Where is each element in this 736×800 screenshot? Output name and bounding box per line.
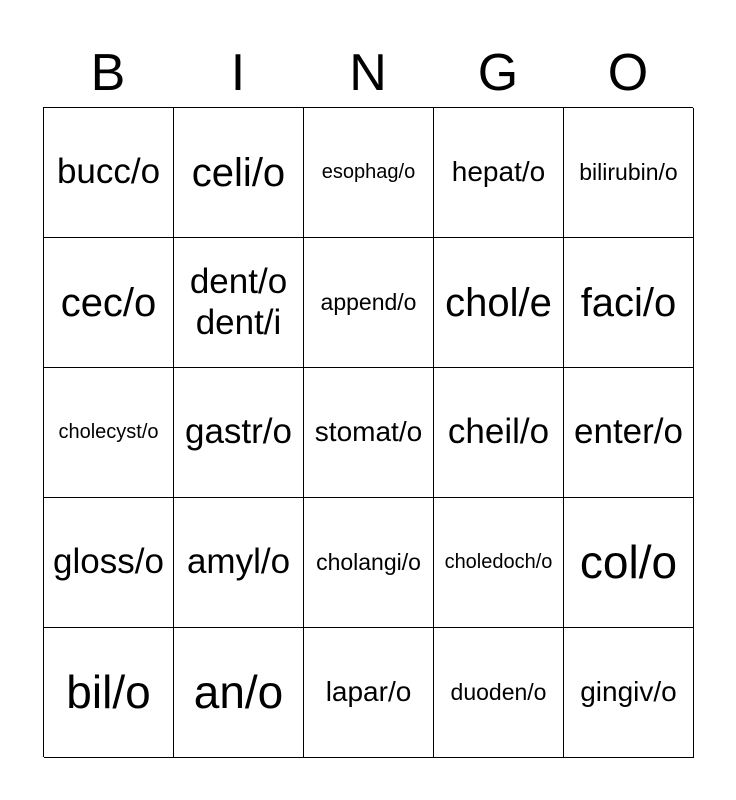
bingo-cell[interactable]: enter/o (564, 368, 694, 498)
bingo-cell[interactable]: bil/o (44, 628, 174, 758)
bingo-cell[interactable]: amyl/o (174, 498, 304, 628)
header-letter-g: G (477, 44, 519, 102)
bingo-cell[interactable]: choledoch/o (434, 498, 564, 628)
bingo-cell[interactable]: lapar/o (304, 628, 434, 758)
bingo-cell[interactable]: cholangi/o (304, 498, 434, 628)
header-letter-n: N (349, 44, 387, 102)
bingo-cell[interactable]: stomat/o (304, 368, 434, 498)
bingo-cell[interactable]: bilirubin/o (564, 108, 694, 238)
bingo-cell[interactable]: gloss/o (44, 498, 174, 628)
bingo-cell[interactable]: an/o (174, 628, 304, 758)
bingo-cell[interactable]: cholecyst/o (44, 368, 174, 498)
header-letter-b: B (90, 44, 126, 102)
bingo-cell[interactable]: duoden/o (434, 628, 564, 758)
bingo-cell[interactable]: hepat/o (434, 108, 564, 238)
bingo-cell[interactable]: dent/o dent/i (174, 238, 304, 368)
header-letter-o: O (607, 44, 649, 102)
bingo-cell[interactable]: chol/e (434, 238, 564, 368)
bingo-cell[interactable]: gingiv/o (564, 628, 694, 758)
bingo-cell[interactable]: append/o (304, 238, 434, 368)
bingo-cell[interactable]: faci/o (564, 238, 694, 368)
bingo-cell[interactable]: esophag/o (304, 108, 434, 238)
bingo-cell[interactable]: cheil/o (434, 368, 564, 498)
header-letter-i: I (230, 44, 246, 102)
bingo-cell[interactable]: cec/o (44, 238, 174, 368)
bingo-cell[interactable]: gastr/o (174, 368, 304, 498)
bingo-board (43, 107, 693, 757)
bingo-cell[interactable]: bucc/o (44, 108, 174, 238)
bingo-header (43, 40, 693, 106)
bingo-cell[interactable]: celi/o (174, 108, 304, 238)
bingo-cell[interactable]: col/o (564, 498, 694, 628)
